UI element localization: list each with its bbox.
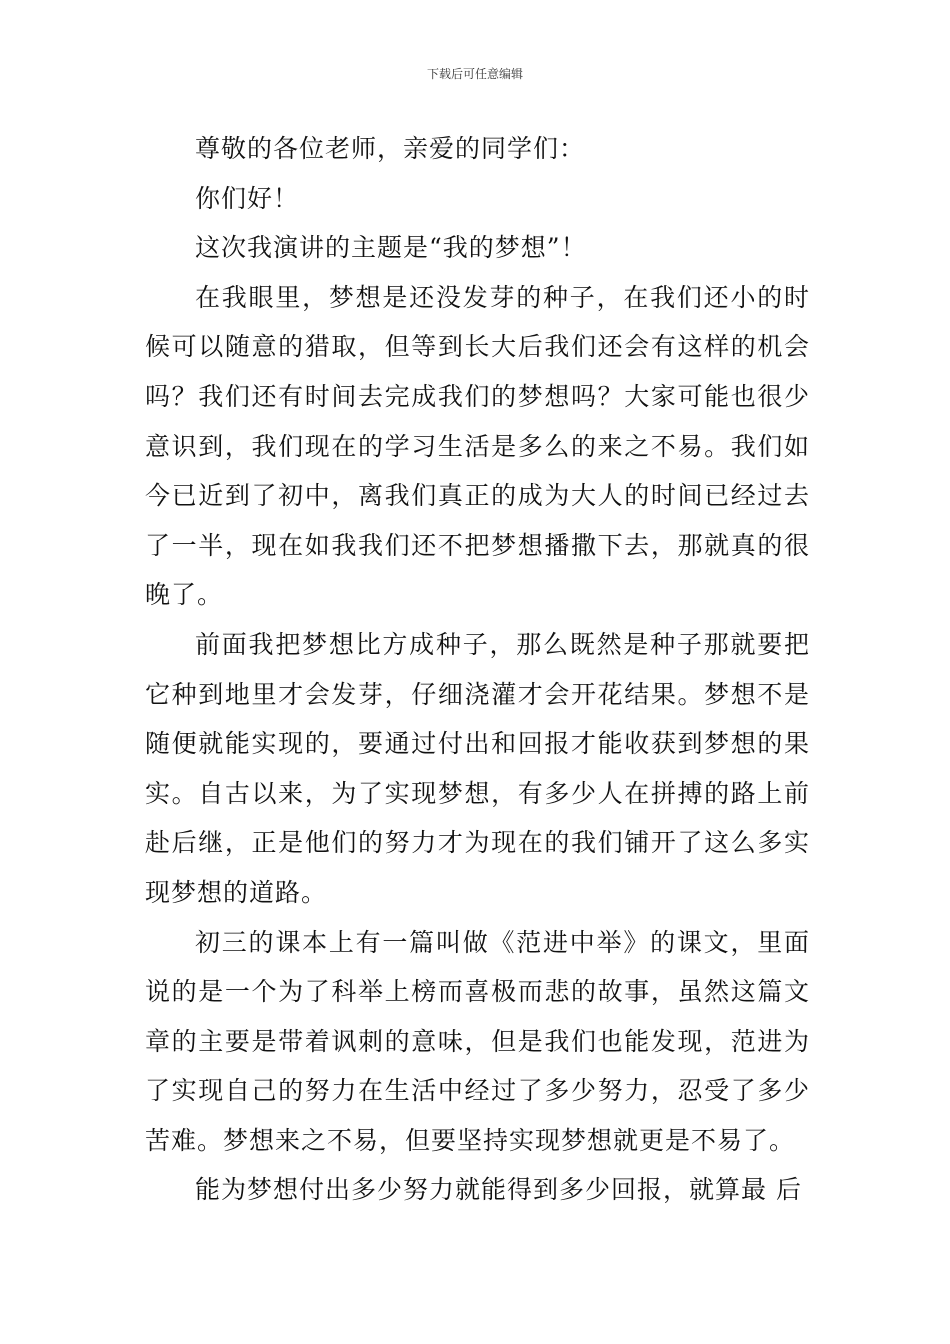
document-body (145, 124, 810, 1215)
page-header: 下载后可任意编辑 (426, 67, 523, 81)
paragraph: 在我眼里，梦想是还没发芽的种子，在我们还小的时候可以随意的猎取，但等到长大后我们还会有这样的机会吗？我们还有时间去完成我们的梦想吗？大家可能也很少意识到，我们现在的学习生活是多么的来之不易。我们如今已近到了初中，离我们真正的成为大人的时间已经过去了一半，现在如我我们还不把梦想播撒下去，那就真的很晚了。 (145, 282, 810, 610)
paragraph: 初三的课本上有一篇叫做《范进中举》的课文，里面说的是一个为了科举上榜而喜极而悲的故事，虽然这篇文章的主要是带着讽刺的意味，但是我们也能发现，范进为了实现自己的努力在生活中经过了多少努力，忍受了多少苦难。梦想来之不易，但要坚持实现梦想就更是不易了。 (145, 927, 810, 1155)
topic-line: 这次我演讲的主题是“我的梦想”！ (195, 233, 587, 263)
greeting: 你们好！ (195, 183, 300, 213)
paragraph: 能为梦想付出多少努力就能得到多少回报，就算最 后 (195, 1175, 802, 1205)
paragraph: 前面我把梦想比方成种子，那么既然是种子那就要把它种到地里才会发芽，仔细浇灌才会开花结果。梦想不是随便就能实现的，要通过付出和回报才能收获到梦想的果实。自古以来，为了实现梦想，有多少人在拼搏的路上前赴后继，正是他们的努力才为现在的我们铺开了这么多实现梦想的道路。 (145, 629, 810, 907)
salutation: 尊敬的各位老师，亲爱的同学们： (195, 134, 586, 163)
